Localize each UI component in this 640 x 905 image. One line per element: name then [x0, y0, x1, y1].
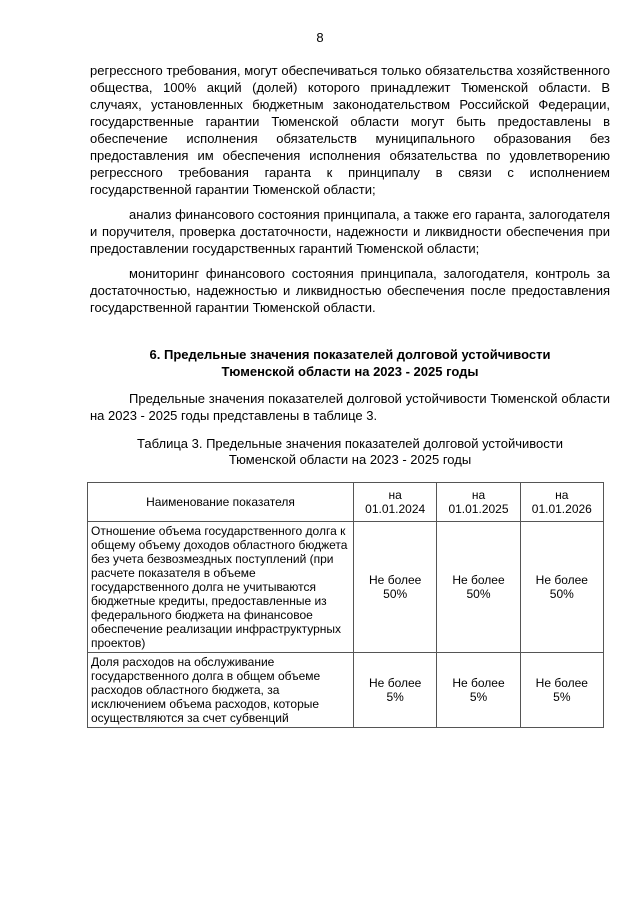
value-cell-2026: Не более 5% — [520, 653, 603, 728]
table-caption-line-2: Тюменской области на 2023 - 2025 годы — [228, 452, 472, 467]
section-intro: Предельные значения показателей долговой устойчивости Тюменской области на 2023 - 2025 годы представлены в таблице 3. — [90, 391, 610, 423]
table-row — [88, 653, 604, 728]
value-cell-2026: Не более 50% — [520, 522, 603, 653]
table-caption — [90, 436, 610, 468]
header-indicator-name: Наименование показателя — [88, 483, 354, 522]
value-cell-2025: Не более 5% — [437, 653, 520, 728]
indicator-name-cell: Доля расходов на обслуживание государственного долга в общем объеме расходов областного бюджета, за исключением объема расходов, которые осуществляются за счет субвенций — [88, 653, 354, 728]
header-date-2026: на 01.01.2026 — [520, 483, 603, 522]
paragraph-monitoring: мониторинг финансового состояния принципала, залогодателя, контроль за достаточностью, надежностью и ликвидностью обеспечения после предоставления государственной гарантии Тюменской области. — [90, 266, 610, 315]
section-title-line-1: 6. Предельные значения показателей долговой устойчивости — [149, 347, 551, 362]
table-row — [88, 522, 604, 653]
table-caption-line-1: Таблица 3. Предельные значения показателей долговой устойчивости — [137, 436, 563, 451]
section-title — [90, 346, 610, 380]
paragraph-regress-requirement: регрессного требования, могут обеспечиваться только обязательства хозяйственного общества, 100% акций (долей) которого принадлежит Тюменской области. В случаях, установленных бюджетным законодательством Российской Федерации, государственные гарантии Тюменской области могут быть предоставлены в обеспечение исполнения обязательств муниципального образования без предоставления им обеспечения исполнения обязательства по удовлетворению регрессного требования гаранта к принципалу в связи с исполнением государственной гарантии Тюменской области; — [90, 63, 610, 197]
document-body — [90, 62, 610, 468]
header-date-2025: на 01.01.2025 — [437, 483, 520, 522]
debt-sustainability-table — [87, 482, 604, 728]
page-number: 8 — [316, 30, 324, 45]
table-header-row — [88, 483, 604, 522]
header-date-2024: на 01.01.2024 — [354, 483, 437, 522]
section-title-line-2: Тюменской области на 2023 - 2025 годы — [221, 364, 479, 379]
value-cell-2024: Не более 50% — [354, 522, 437, 653]
indicator-name-cell: Отношение объема государственного долга к общему объему доходов областного бюджета без учета безвозмездных поступлений (при расчете показателя в объеме государственного долга не учитываются бюджетные кредиты, предоставленные из федерального бюджета на финансовое обеспечение реализации инфраструктурных проектов) — [88, 522, 354, 653]
paragraph-financial-analysis: анализ финансового состояния принципала, а также его гаранта, залогодателя и поручителя, проверка достаточности, надежности и ликвидности обеспечения при предоставлении государственных гарантий Тюменской области; — [90, 207, 610, 256]
value-cell-2025: Не более 50% — [437, 522, 520, 653]
value-cell-2024: Не более 5% — [354, 653, 437, 728]
